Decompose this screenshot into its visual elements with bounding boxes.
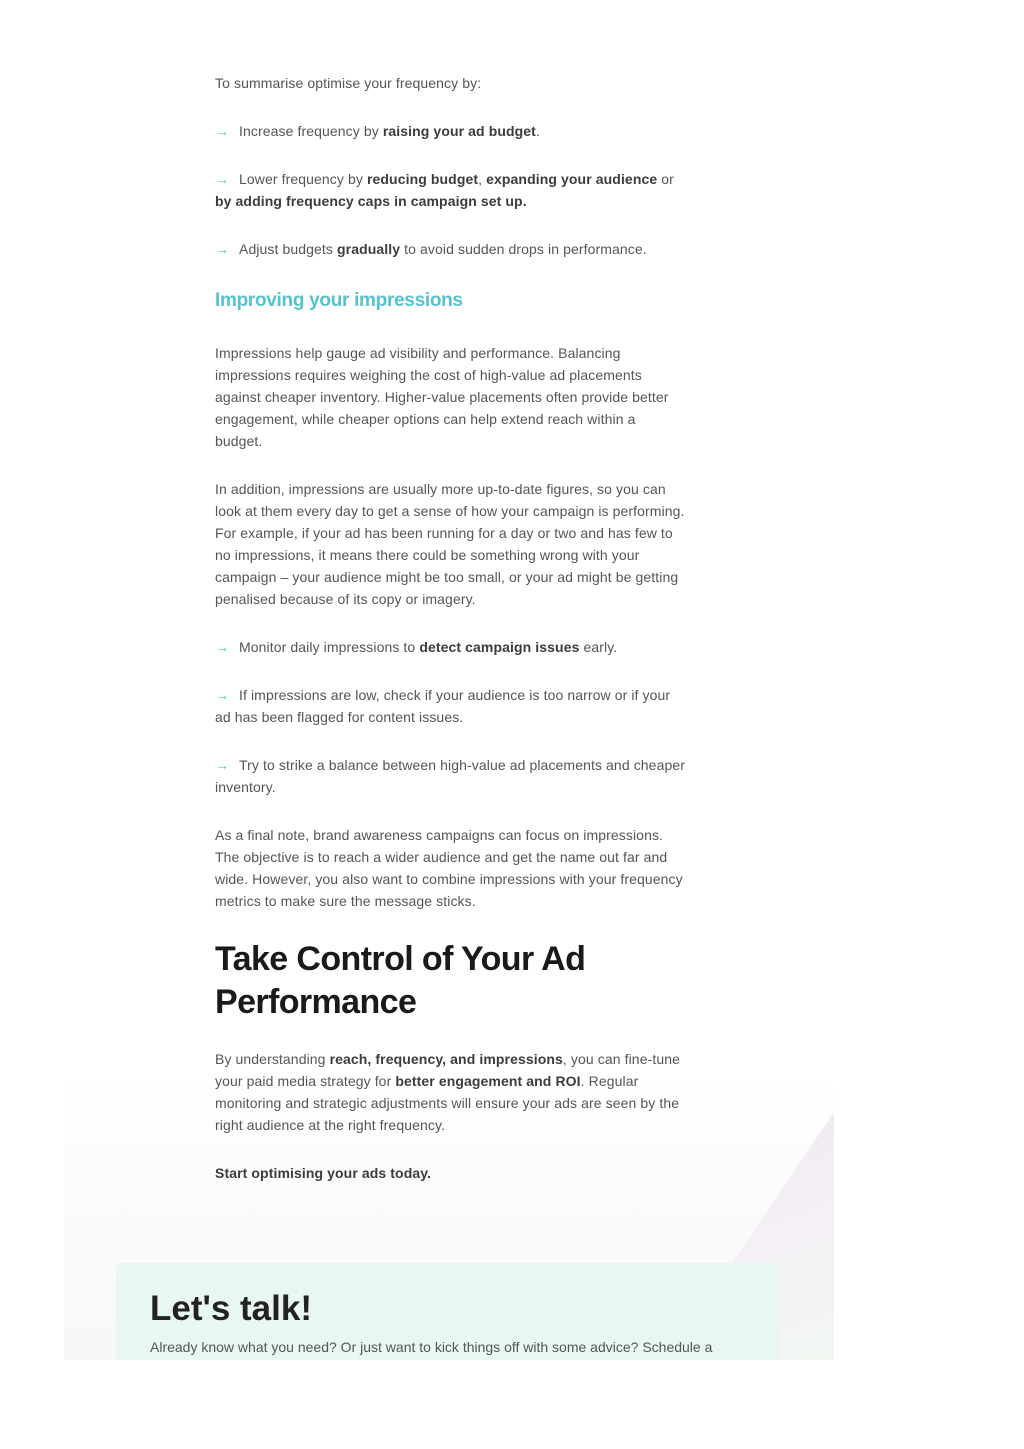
list-item: → If impressions are low, check if your audience is too narrow or if your ad has been flagged for content issues.: [215, 684, 685, 728]
list-item: → Monitor daily impressions to detect campaign issues early.: [215, 636, 685, 658]
paragraph: Impressions help gauge ad visibility and performance. Balancing impressions requires weighing the cost of high-value ad placements against cheaper inventory. Higher-value placements often provide better engagement, while cheaper options can help extend reach within a budget.: [215, 345, 669, 449]
section-heading-impressions: Improving your impressions: [215, 290, 463, 311]
arrow-right-icon: →: [215, 639, 230, 655]
arrow-right-icon: →: [215, 241, 230, 257]
impressions-section: [215, 342, 685, 912]
summary-intro: To summarise optimise your frequency by:: [215, 75, 482, 91]
paragraph: In addition, impressions are usually more up-to-date figures, so you can look at them every day to get a sense of how your campaign is performing. For example, if your ad has been running for a day or two and has few to no impressions, it means there could be something wrong with your campaign – your audience might be too small, or your ad might be getting penalised because of its copy or imagery.: [215, 481, 685, 607]
paragraph: As a final note, brand awareness campaigns can focus on impressions. The objective is to reach a wider audience and get the name out far and wide. However, you also want to combine impressions with your frequency metrics to make sure the message sticks.: [215, 827, 683, 909]
article-body: [215, 72, 685, 260]
list-item: → Adjust budgets gradually to avoid sudden drops in performance.: [215, 238, 685, 260]
list-item: → Lower frequency by reducing budget, expanding your audience or by adding frequency caps in campaign set up.: [215, 168, 685, 212]
arrow-right-icon: →: [215, 123, 230, 139]
cta-text: Already know what you need? Or just want to kick things off with some advice? Schedule a: [150, 1339, 713, 1355]
control-section: [215, 1048, 685, 1184]
list-item: → Try to strike a balance between high-value ad placements and cheaper inventory.: [215, 754, 685, 798]
paragraph: By understanding reach, frequency, and impressions, you can fine-tune your paid media strategy for better engagement and ROI. Regular monitoring and strategic adjustments will ensure your ads are seen by the right audience at the right frequency.: [215, 1051, 680, 1133]
contact-cta-box: [116, 1263, 779, 1360]
section-heading-take-control: Take Control of Your Ad Performance: [215, 940, 586, 1021]
closing-line: Start optimising your ads today.: [215, 1165, 432, 1181]
arrow-right-icon: →: [215, 757, 230, 773]
list-item: → Increase frequency by raising your ad budget.: [215, 120, 685, 142]
cta-title: Let's talk!: [150, 1289, 312, 1328]
arrow-right-icon: →: [215, 171, 230, 187]
arrow-right-icon: →: [215, 687, 230, 703]
